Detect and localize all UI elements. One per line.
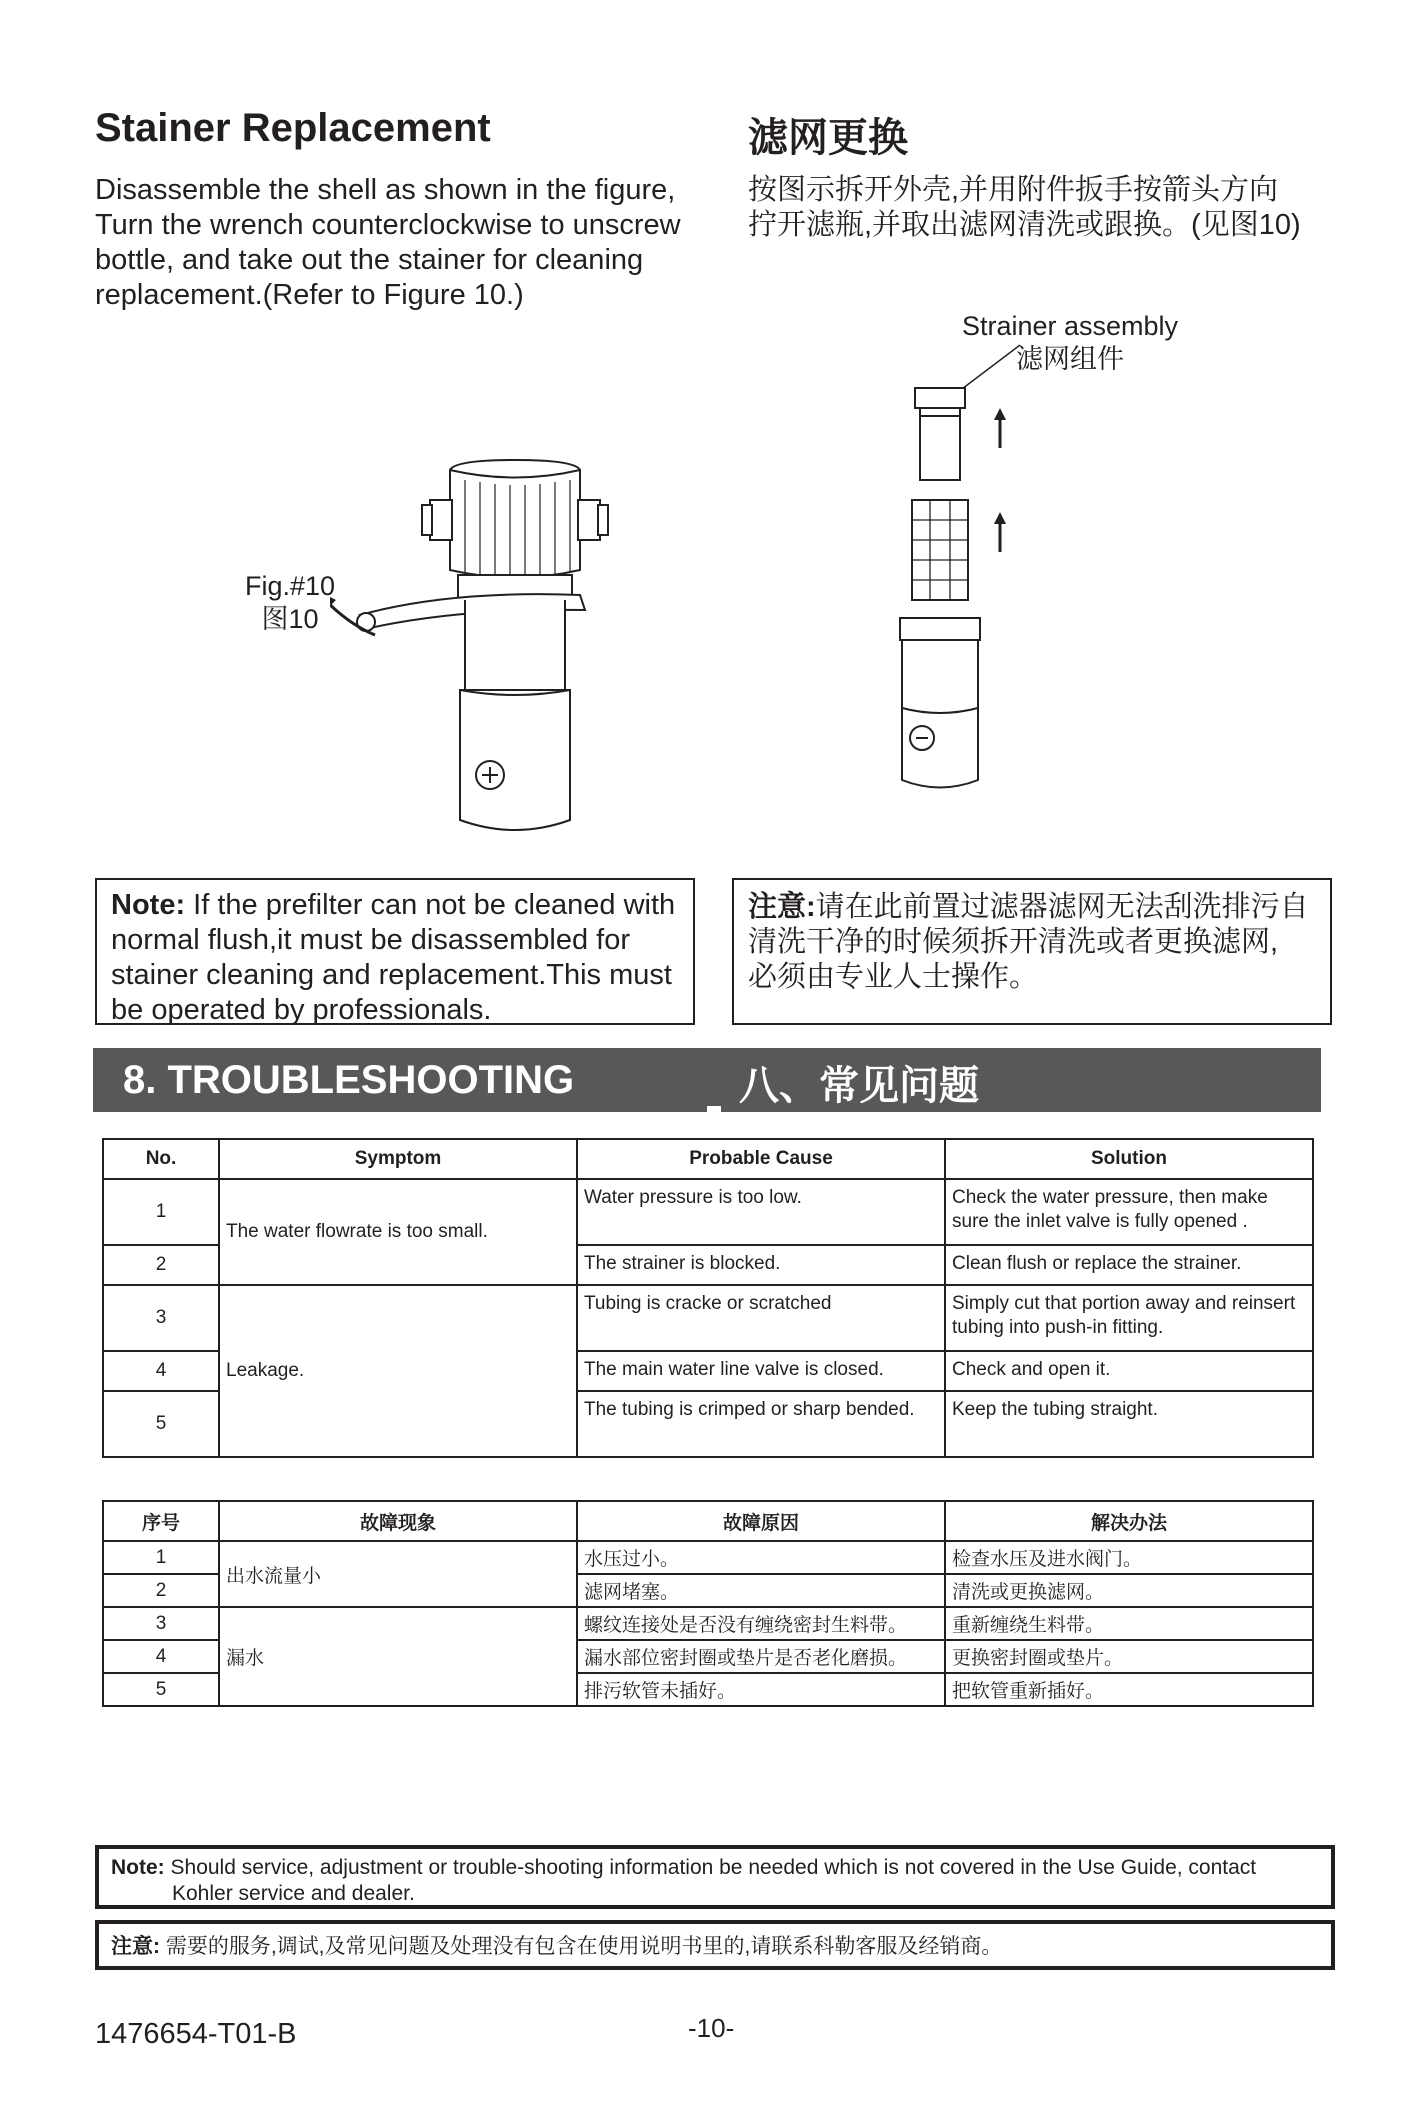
row-number: 3 — [103, 1285, 219, 1351]
section-banner-cn: 八、常见问题 — [739, 1064, 979, 1108]
instruction-line: Disassemble the shell as shown in the figure, — [95, 174, 676, 206]
assembly-label-en: Strainer assembly — [961, 311, 1179, 341]
table-header-cell: Symptom — [219, 1139, 577, 1179]
service-note-cn — [95, 1920, 1335, 1970]
section-banner — [93, 1048, 1321, 1112]
note-line: normal flush,it must be disassembled for — [111, 924, 630, 956]
note-label: Note: — [111, 1856, 165, 1879]
table-row — [103, 1285, 1313, 1351]
row-number: 3 — [103, 1607, 219, 1640]
note-label: 注意: — [111, 1935, 160, 1958]
symptom-cell: Leakage. — [219, 1285, 577, 1457]
cause-cell: 漏水部位密封圈或垫片是否老化磨损。 — [577, 1640, 945, 1673]
table-row — [103, 1541, 1313, 1574]
section-banner-en: 8. TROUBLESHOOTING — [123, 1058, 575, 1102]
solution-cell: 重新缠绕生料带。 — [945, 1607, 1313, 1640]
cause-cell: 螺纹连接处是否没有缠绕密封生料带。 — [577, 1607, 945, 1640]
cause-cell: 滤网堵塞。 — [577, 1574, 945, 1607]
symptom-cell: 出水流量小 — [219, 1541, 577, 1607]
instruction-line: Turn the wrench counterclockwise to unscrew — [95, 209, 681, 241]
row-number: 4 — [103, 1351, 219, 1391]
solution-cell: Clean flush or replace the strainer. — [945, 1245, 1313, 1285]
note-line: be operated by professionals. — [111, 994, 492, 1026]
note-text: Should service, adjustment or trouble-shooting information be needed which is not covered in the Use Guide, contact — [164, 1856, 1257, 1879]
table-row — [103, 1179, 1313, 1245]
note-box-en — [95, 878, 695, 1025]
filter-wrench-illustration — [330, 450, 630, 850]
solution-cell: 更换密封圈或垫片。 — [945, 1640, 1313, 1673]
banner-notch — [707, 1106, 721, 1114]
note-line: 清洗干净的时候须拆开清洗或者更换滤网, — [748, 926, 1279, 958]
instructions-en — [95, 173, 735, 313]
table-header-cell: 故障现象 — [219, 1501, 577, 1541]
note-label: Note: — [111, 889, 186, 921]
solution-cell: 检查水压及进水阀门。 — [945, 1541, 1313, 1574]
note-label: 注意: — [748, 891, 816, 923]
row-number: 1 — [103, 1179, 219, 1245]
solution-cell: Keep the tubing straight. — [945, 1391, 1313, 1457]
symptom-cell: The water flowrate is too small. — [219, 1179, 577, 1285]
instruction-line: replacement.(Refer to Figure 10.) — [95, 279, 524, 311]
row-number: 1 — [103, 1541, 219, 1574]
row-number: 4 — [103, 1640, 219, 1673]
note-line: 必须由专业人士操作。 — [748, 961, 1039, 993]
solution-cell: Check the water pressure, then make sure the inlet valve is fully opened . — [945, 1179, 1313, 1245]
solution-cell: Simply cut that portion away and reinsert tubing into push-in fitting. — [945, 1285, 1313, 1351]
instruction-line: bottle, and take out the stainer for cleaning — [95, 244, 644, 276]
instruction-line: 拧开滤瓶,并取出滤网清洗或跟换。(见图10) — [748, 209, 1301, 241]
troubleshooting-table-cn — [102, 1500, 1314, 1707]
row-number: 2 — [103, 1574, 219, 1607]
cause-cell: The main water line valve is closed. — [577, 1351, 945, 1391]
table-header — [103, 1139, 1313, 1179]
cause-cell: Tubing is cracke or scratched — [577, 1285, 945, 1351]
table-header-cell: 解决办法 — [945, 1501, 1313, 1541]
figure-label-en: Fig.#10 — [244, 571, 336, 601]
section-title-cn: 滤网更换 — [748, 116, 908, 160]
instructions-cn — [748, 173, 1368, 243]
note-text: 请在此前置过滤器滤网无法刮洗排污自 — [815, 891, 1309, 923]
note-line: Kohler service and dealer. — [172, 1882, 415, 1905]
cause-cell: 排污软管未插好。 — [577, 1673, 945, 1706]
solution-cell: 把软管重新插好。 — [945, 1673, 1313, 1706]
note-line: stainer cleaning and replacement.This must — [111, 959, 672, 991]
note-text: If the prefilter can not be cleaned with — [185, 889, 676, 921]
solution-cell: 清洗或更换滤网。 — [945, 1574, 1313, 1607]
row-number: 2 — [103, 1245, 219, 1285]
row-number: 5 — [103, 1391, 219, 1457]
document-number: 1476654-T01-B — [95, 2018, 297, 2050]
page-number: -10- — [688, 2013, 735, 2043]
cause-cell: Water pressure is too low. — [577, 1179, 945, 1245]
cause-cell: The tubing is crimped or sharp bended. — [577, 1391, 945, 1457]
cause-cell: The strainer is blocked. — [577, 1245, 945, 1285]
strainer-assembly-illustration — [880, 340, 1060, 820]
table-header-cell: 故障原因 — [577, 1501, 945, 1541]
section-title-en: Stainer Replacement — [95, 106, 491, 150]
cause-cell: 水压过小。 — [577, 1541, 945, 1574]
note-text: 需要的服务,调试,及常见问题及处理没有包含在使用说明书里的,请联系科勒客服及经销商。 — [160, 1935, 1003, 1958]
table-header — [103, 1501, 1313, 1541]
table-header-cell: No. — [103, 1139, 219, 1179]
note-box-cn — [732, 878, 1332, 1025]
table-header-cell: 序号 — [103, 1501, 219, 1541]
figure-label-cn: 图10 — [261, 604, 319, 634]
symptom-cell: 漏水 — [219, 1607, 577, 1706]
table-header-cell: Solution — [945, 1139, 1313, 1179]
assembly-label-cn: 滤网组件 — [1016, 344, 1124, 374]
instruction-line: 按图示拆开外壳,并用附件扳手按箭头方向 — [748, 174, 1279, 206]
table-header-cell: Probable Cause — [577, 1139, 945, 1179]
row-number: 5 — [103, 1673, 219, 1706]
solution-cell: Check and open it. — [945, 1351, 1313, 1391]
troubleshooting-table-en — [102, 1138, 1314, 1458]
table-row — [103, 1607, 1313, 1640]
service-note-en — [95, 1845, 1335, 1909]
